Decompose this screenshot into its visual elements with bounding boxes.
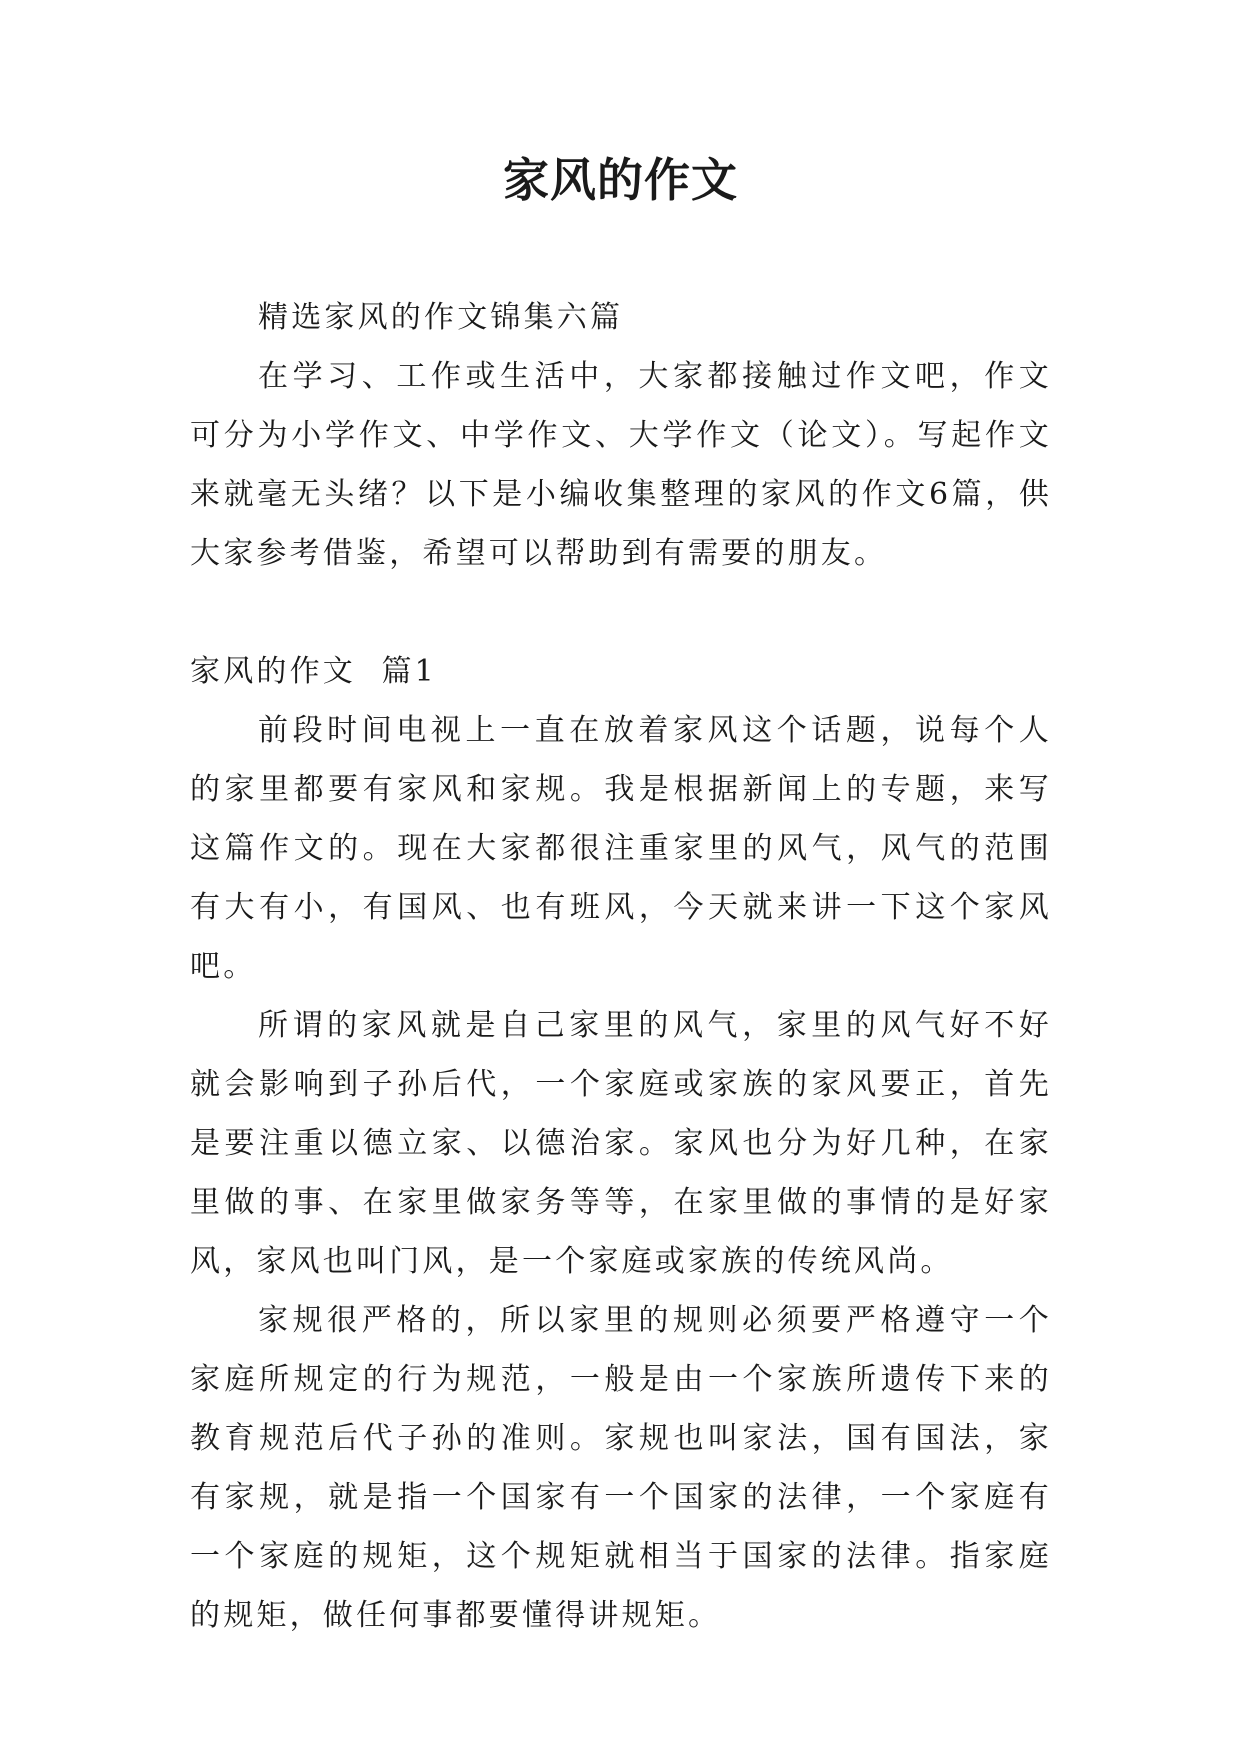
body-paragraph: 家规很严格的，所以家里的规则必须要严格遵守一个家庭所规定的行为规范，一般是由一个家族所遗传下来的教育规范后代子孙的准则。家规也叫家法，国有国法，家有家规，就是指一个国家有一个国家的法律，一个家庭有一个家庭的规矩，这个规矩就相当于国家的法律。指家庭的规矩，做任何事都要懂得讲规矩。 bbox=[190, 1303, 1052, 1633]
document-body bbox=[190, 288, 1052, 1645]
body-paragraph: 前段时间电视上一直在放着家风这个话题，说每个人的家里都要有家风和家规。我是根据新闻上的专题，来写这篇作文的。现在大家都很注重家里的风气，风气的范围有大有小，有国风、也有班风，今天就来讲一下这个家风吧。 bbox=[190, 713, 1052, 984]
section-heading bbox=[190, 642, 1052, 701]
intro-paragraph: 在学习、工作或生活中，大家都接触过作文吧，作文可分为小学作文、中学作文、大学作文（论文）。写起作文来就毫无头绪？以下是小编收集整理的家风的作文6篇，供大家参考借鉴，希望可以帮助到有需要的朋友。 bbox=[190, 359, 1052, 571]
document-title: 家风的作文 bbox=[503, 153, 738, 207]
body-paragraph: 所谓的家风就是自己家里的风气，家里的风气好不好就会影响到子孙后代，一个家庭或家族的家风要正，首先是要注重以德立家、以德治家。家风也分为好几种，在家里做的事、在家里做家务等等，在家里做的事情的是好家风，家风也叫门风，是一个家庭或家族的传统风尚。 bbox=[190, 1008, 1052, 1279]
subtitle: 精选家风的作文锦集六篇 bbox=[258, 300, 624, 335]
section-heading-text: 家风的作文 篇1 bbox=[190, 654, 437, 689]
section-spacer bbox=[190, 583, 1052, 642]
